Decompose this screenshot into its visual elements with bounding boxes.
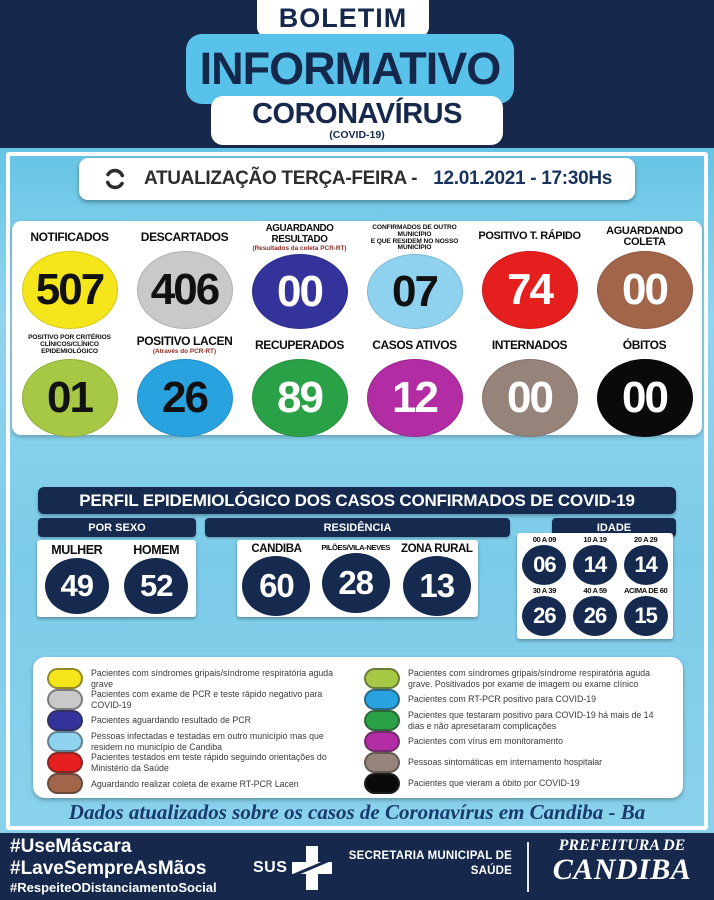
stat-value-circle: 00 (482, 359, 578, 437)
stat-internados (472, 333, 587, 437)
por-sexo-header (38, 518, 196, 537)
prefeitura-line1: PREFEITURA DE (558, 837, 686, 854)
stat-casos-ativos (357, 333, 472, 437)
stat-obitos (587, 333, 702, 437)
legend-text: Pessoas sintomáticas em internamento hospitalar (408, 757, 603, 768)
legend-text: Aguardando realizar coleta de exame RT-PCR Lacen (91, 778, 299, 789)
stat-notificados (12, 225, 127, 329)
update-datetime: 12.01.2021 - 17:30Hs (433, 168, 613, 189)
stat-label: CONFIRMADOS DE OUTRO MUNICÍPIO (372, 223, 457, 238)
stats-panel (12, 221, 702, 435)
stat-label-line2: CLÍNICOS/CLÍNICO EPIDEMIOLÓGICO (40, 340, 99, 355)
stat-value-circle: 00 (252, 254, 348, 329)
color-swatch-brown (47, 773, 83, 794)
color-swatch-yellowgreen (364, 668, 400, 689)
hashtag-use-mascara: #UseMáscara (10, 836, 132, 857)
dados-note: Dados atualizados sobre os casos de Coronavírus em Candiba - Ba (68, 800, 646, 824)
sexo-homem-cell (124, 543, 188, 617)
stat-label-line2: E QUE RESIDEM NO NOSSO MUNICÍPIO (370, 237, 459, 252)
stat-value-circle: 26 (137, 359, 233, 437)
idade-acima-60-cell (620, 586, 671, 637)
stat-descartados (127, 225, 242, 329)
stat-value-circle: 01 (22, 359, 118, 437)
legend-item (47, 752, 352, 773)
color-swatch-black (364, 773, 400, 794)
color-swatch-blue (364, 689, 400, 710)
residencia-header-label: RESIDÊNCIA (323, 521, 392, 534)
color-swatch-gray (47, 689, 83, 710)
idade-value-circle: 26 (522, 596, 566, 636)
legend-item (47, 773, 352, 794)
idade-value-circle: 15 (624, 596, 668, 636)
stat-value-circle: 74 (482, 251, 578, 329)
stat-label-wrap (492, 333, 567, 357)
stat-label: POSITIVO POR CRITÉRIOS (28, 333, 111, 341)
stat-sublabel: (Resultados da coleta PCR-RT) (252, 244, 347, 252)
legend-text: Pacientes aguardando resultado de PCR (91, 715, 251, 726)
idade-20-29-cell (620, 535, 671, 586)
stat-label: AGUARDANDO RESULTADO (265, 223, 334, 245)
por-sexo-header-label: POR SEXO (88, 521, 146, 534)
stat-aguardando-resultado (242, 225, 357, 329)
legend-item (47, 731, 352, 752)
idade-header-label: IDADE (596, 521, 632, 534)
stat-label: CASOS ATIVOS (372, 337, 457, 352)
residencia-piloes-cell (321, 543, 390, 617)
residencia-value-circle: 60 (242, 556, 310, 616)
stat-label-wrap (478, 225, 580, 249)
legend-text: Pacientes com RT-PCR positivo para COVID-19 (408, 694, 597, 705)
sus-cross-icon (292, 846, 332, 890)
idade-label: 20 A 29 (634, 535, 658, 544)
coronavirus-title: CORONAVÍRUS (252, 98, 462, 131)
sexo-value-circle: 52 (124, 558, 188, 614)
secretaria-line1: SECRETARIA MUNICIPAL DE (348, 850, 512, 862)
sexo-mulher-cell (45, 543, 109, 617)
idade-value-circle: 26 (573, 596, 617, 636)
boletim-banner (257, 0, 429, 37)
idade-value-circle: 06 (522, 545, 566, 585)
stat-label: NOTIFICADOS (30, 229, 109, 244)
legend-text: Pacientes com síndromes gripais/síndrome respiratória aguda grave (91, 668, 334, 689)
idade-30-39-cell (519, 586, 570, 637)
sus-logo (253, 846, 332, 890)
residencia-header (205, 518, 510, 537)
coronavirus-banner (211, 96, 503, 145)
stat-value-circle: 07 (367, 254, 463, 329)
color-swatch-indigo (47, 710, 83, 731)
header (0, 0, 714, 148)
update-bar (79, 158, 635, 200)
legend-text: Pacientes com vírus em monitoramento (408, 736, 563, 747)
color-swatch-taupe (364, 752, 400, 773)
legend-item (47, 689, 352, 710)
stat-label-wrap (255, 333, 344, 357)
idade-10-19-cell (570, 535, 621, 586)
stat-positivo-teste-rapido (472, 225, 587, 329)
stat-confirmados-outro-municipio (357, 225, 472, 329)
stat-label-wrap (372, 333, 457, 357)
stat-label: POSITIVO T. RÁPIDO (478, 230, 581, 243)
footer-divider (527, 842, 529, 892)
covid19-subtitle: (COVID-19) (329, 129, 385, 142)
stat-value-circle: 12 (367, 359, 463, 437)
secretaria-saude-label (338, 849, 512, 879)
stat-label-wrap (242, 225, 357, 252)
legend-text: Pessoas infectadas e testadas em outro município mas que residem no município de Candiba (91, 731, 324, 752)
legend-text: Pacientes testados em teste rápido seguindo orientações do Ministério da Saúde (91, 752, 327, 773)
update-label: ATUALIZAÇÃO TERÇA-FEIRA - (143, 168, 418, 189)
stat-value-circle: 00 (597, 251, 693, 329)
idade-40-59-cell (570, 586, 621, 637)
residencia-label: PILÕES/VILA-NEVES (321, 543, 391, 552)
stat-value-circle: 406 (137, 251, 233, 329)
stat-label-wrap (587, 225, 702, 249)
refresh-icon (102, 166, 128, 192)
idade-label: ACIMA DE 60 (623, 586, 668, 595)
prefeitura-line2: CANDIBA (552, 852, 692, 886)
color-swatch-green (364, 710, 400, 731)
por-sexo-panel (37, 540, 196, 617)
color-swatch-yellow (47, 668, 83, 689)
informativo-title: INFORMATIVO (199, 43, 501, 94)
residencia-candiba-cell (242, 543, 310, 617)
sexo-value-circle: 49 (45, 558, 109, 614)
stat-label-wrap (141, 225, 228, 249)
residencia-label: ZONA RURAL (400, 543, 473, 555)
secretaria-line2: SAÚDE (470, 864, 512, 877)
idade-panel (517, 533, 673, 639)
stat-label-wrap (623, 333, 666, 357)
legend-text: Pacientes que vieram a óbito por COVID-19 (408, 778, 580, 789)
legend-panel (33, 657, 683, 798)
color-swatch-lightblue (47, 731, 83, 752)
stats-row-1 (12, 221, 702, 329)
legend-item (364, 752, 669, 773)
legend-item (364, 731, 669, 752)
idade-label: 30 A 39 (532, 586, 556, 595)
stat-positivo-lacen (127, 333, 242, 437)
sexo-label: MULHER (51, 543, 103, 557)
legend-right-column (364, 668, 669, 787)
stat-value-circle: 00 (597, 359, 693, 437)
residencia-zona-rural-cell (401, 543, 473, 617)
sexo-label: HOMEM (133, 543, 180, 557)
legend-item (364, 773, 669, 794)
legend-item (364, 710, 669, 731)
hashtag-distanciamento: #RespeiteODistanciamentoSocial (10, 879, 217, 895)
stat-label: POSITIVO LACEN (136, 334, 233, 348)
stat-label-wrap (357, 225, 472, 252)
boletim-title: BOLETIM (278, 3, 408, 33)
legend-item (47, 710, 352, 731)
perfil-title-bar (38, 487, 676, 514)
informativo-banner (186, 34, 514, 104)
stat-label: AGUARDANDO COLETA (606, 224, 683, 249)
legend-item (47, 668, 352, 689)
legend-item (364, 689, 669, 710)
residencia-panel (237, 540, 478, 617)
idade-label: 00 A 09 (532, 535, 556, 544)
idade-value-circle: 14 (573, 545, 617, 585)
hashtags (10, 836, 217, 897)
residencia-value-circle: 13 (403, 556, 471, 616)
residencia-value-circle: 28 (322, 553, 390, 613)
idade-label: 10 A 19 (583, 535, 607, 544)
idade-label: 40 A 59 (583, 586, 607, 595)
color-swatch-red (47, 752, 83, 773)
stat-label: RECUPERADOS (255, 337, 344, 352)
sus-label: SUS (253, 859, 288, 876)
stat-label: ÓBITOS (622, 337, 667, 352)
legend-text: Pacientes com exame de PCR e teste rápido negativo para COVID-19 (91, 689, 323, 710)
stat-label-wrap (12, 333, 127, 357)
stat-aguardando-coleta (587, 225, 702, 329)
idade-value-circle: 14 (624, 545, 668, 585)
legend-left-column (47, 668, 352, 787)
legend-text: Pacientes com síndromes gripais/síndrome respiratória aguda grave. Positivados por exame de imagem ou exame clínico (408, 668, 651, 689)
perfil-title: PERFIL EPIDEMIOLÓGICO DOS CASOS CONFIRMADOS DE COVID-19 (79, 490, 635, 510)
color-swatch-magenta (364, 731, 400, 752)
stat-sublabel: (Através do PCR-RT) (152, 347, 217, 355)
idade-00-09-cell (519, 535, 570, 586)
prefeitura-logo (534, 837, 710, 885)
residencia-label: CANDIBA (251, 543, 302, 555)
stat-value-circle: 507 (22, 251, 118, 329)
stats-row-2 (12, 329, 702, 437)
legend-text: Pacientes que testaram positivo para COVID-19 há mais de 14 dias e não apresetaram complicações (408, 710, 654, 731)
stat-label: DESCARTADOS (140, 229, 229, 244)
stat-label: INTERNADOS (491, 337, 568, 352)
stat-positivo-criterios-clinicos (12, 333, 127, 437)
hashtag-lave-maos: #LaveSempreAsMãos (10, 857, 207, 879)
stat-value-circle: 89 (252, 359, 348, 437)
stat-label-wrap (137, 333, 233, 357)
stat-recuperados (242, 333, 357, 437)
legend-item (364, 668, 669, 689)
stat-label-wrap (30, 225, 108, 249)
